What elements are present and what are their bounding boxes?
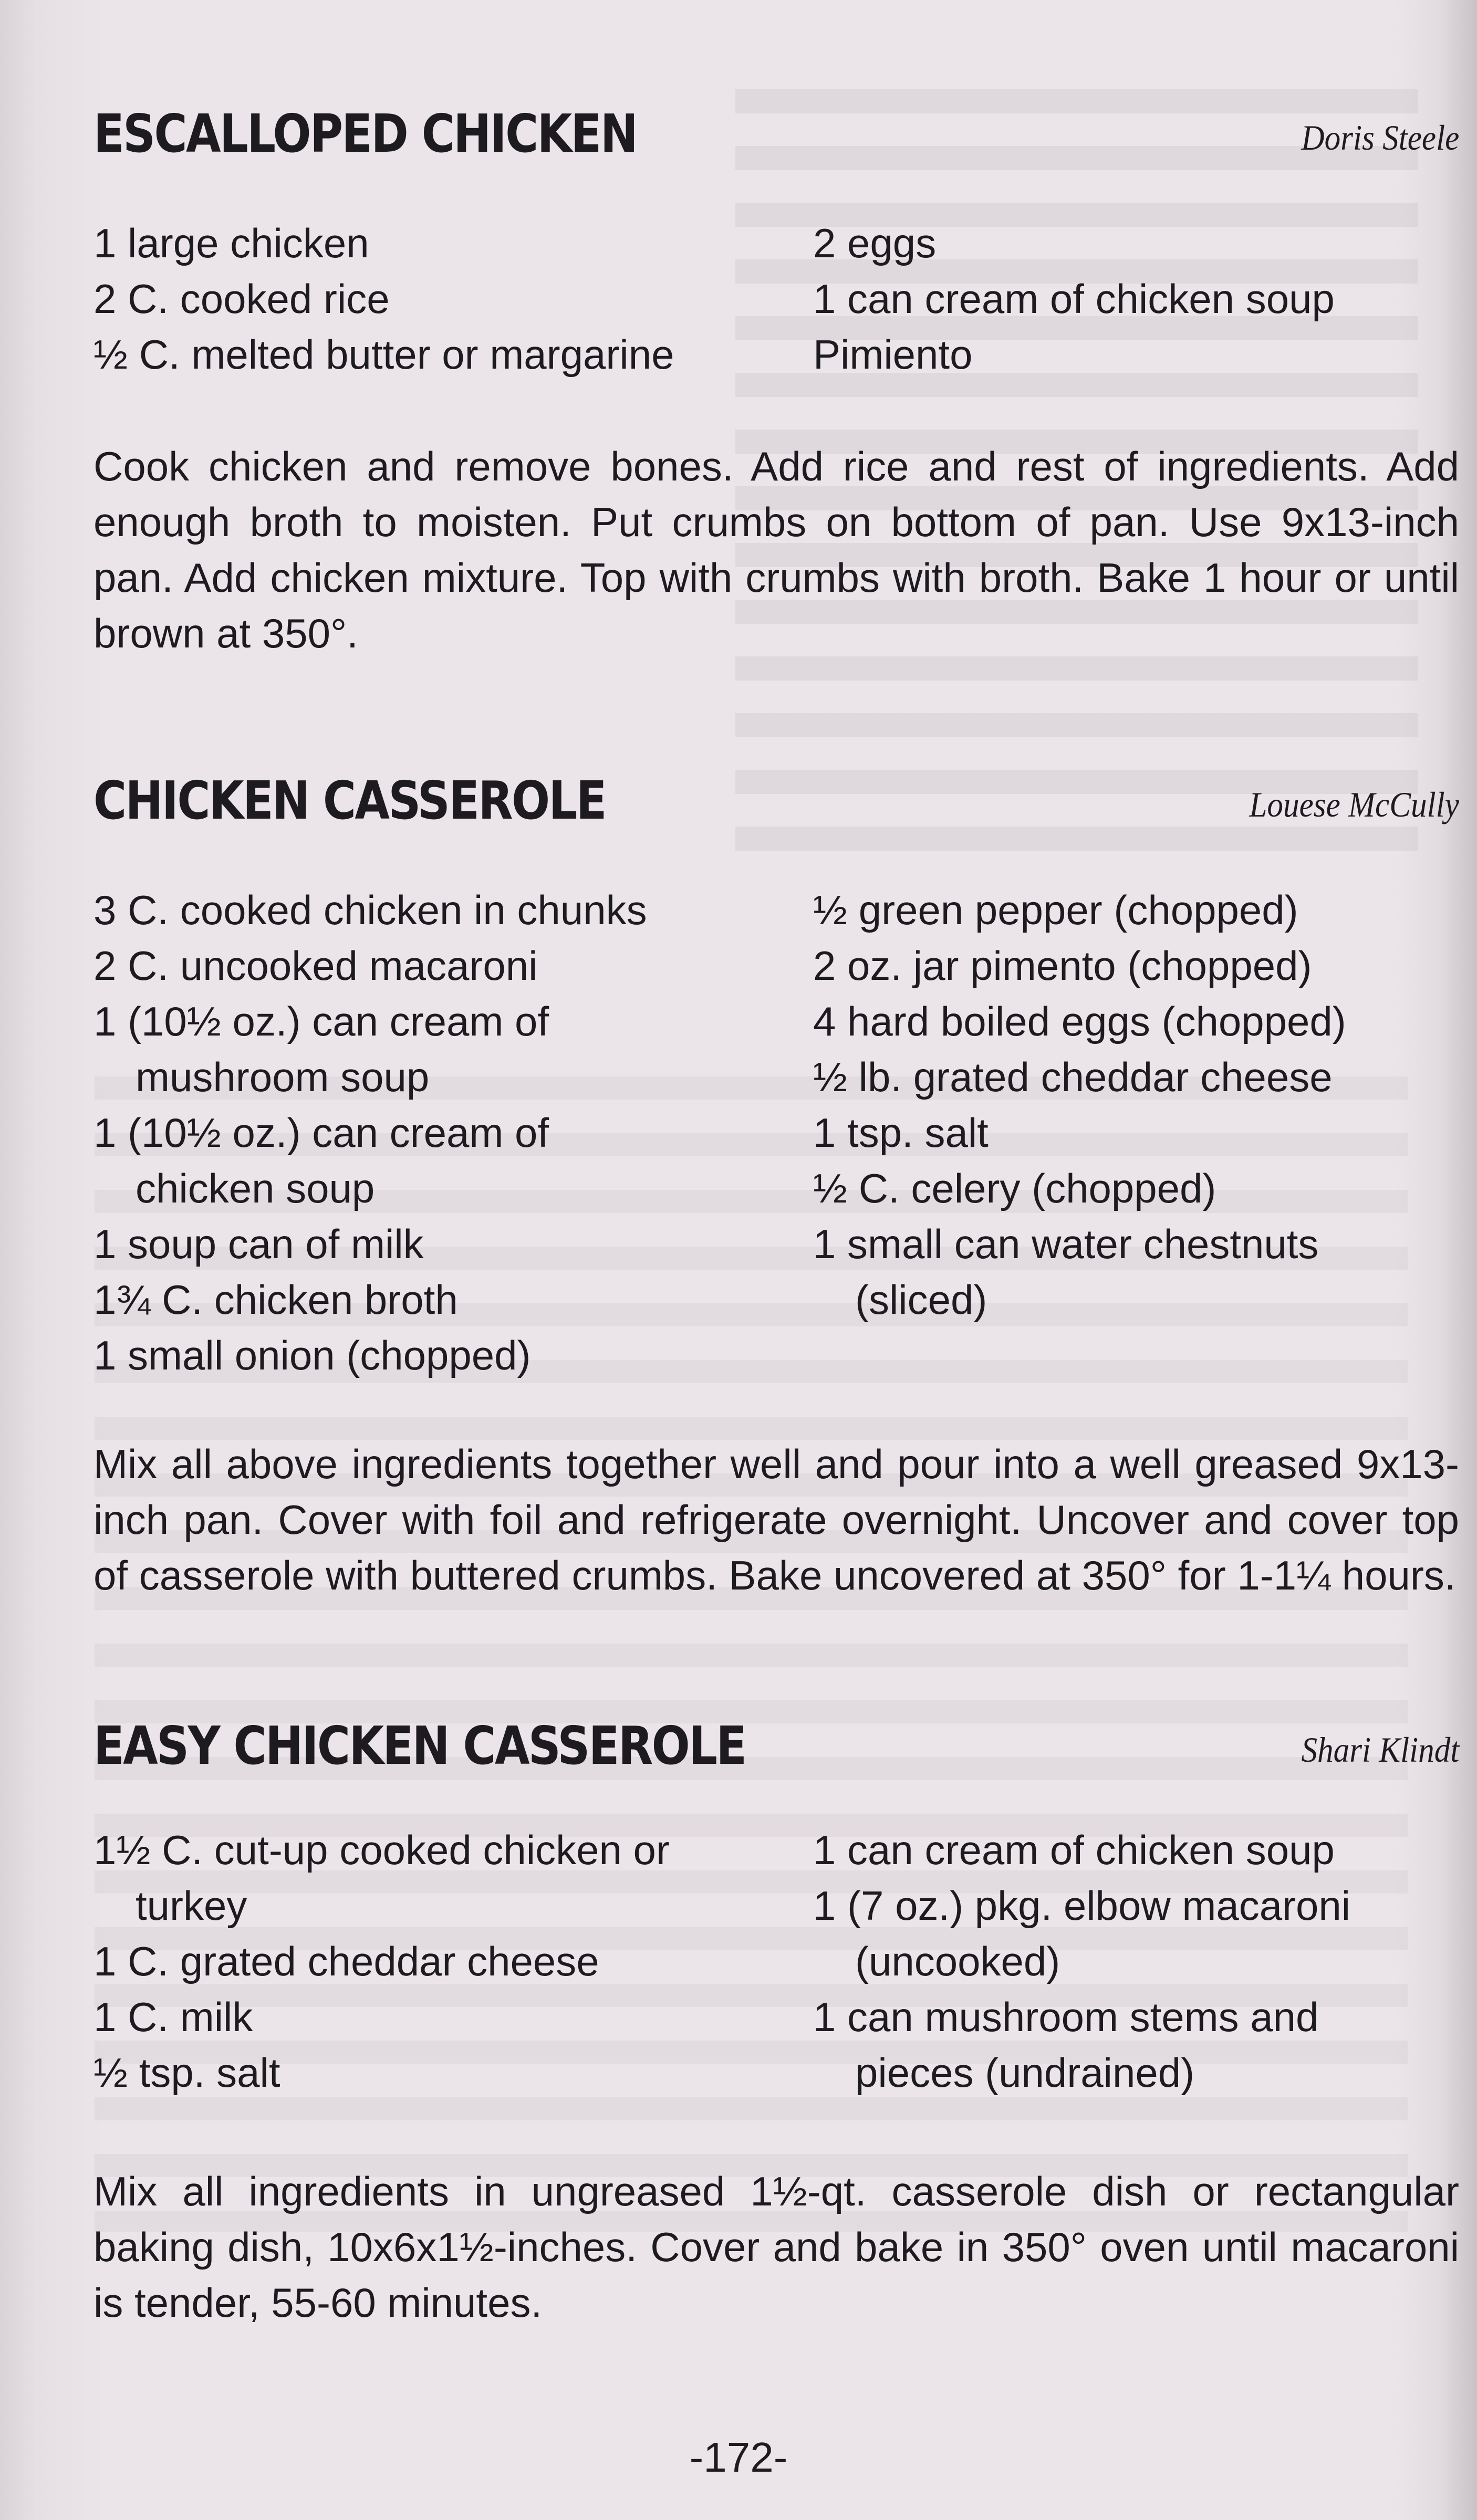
ingredient: ½ C. celery (chopped): [813, 1165, 1216, 1211]
recipe-author: Shari Klindt: [1301, 1730, 1459, 1770]
ingredient: 2 C. uncooked macaroni: [93, 943, 538, 989]
ingredient: 4 hard boiled eggs (chopped): [813, 998, 1346, 1044]
ingredients-left-column: [93, 882, 803, 1383]
recipe-author: Louese McCully: [1249, 785, 1459, 824]
ingredient: 2 C. cooked rice: [93, 276, 390, 322]
ingredient: Pimiento: [813, 331, 973, 378]
recipe-title: EASY CHICKEN CASSEROLE: [93, 1715, 746, 1776]
recipe-easy-chicken-casserole: [93, 1714, 1459, 2326]
recipe-chicken-casserole: [93, 769, 1459, 1609]
ingredient: 1 small can water chestnuts (sliced): [813, 1221, 1319, 1323]
ingredient: 3 C. cooked chicken in chunks: [93, 887, 647, 933]
recipe-title: CHICKEN CASSEROLE: [93, 770, 606, 831]
ingredient: 1½ C. cut-up cooked chicken or turkey: [93, 1827, 670, 1929]
ingredient: 1 (10½ oz.) can cream of chicken soup: [93, 1110, 549, 1211]
ingredient: ½ lb. grated cheddar cheese: [813, 1054, 1333, 1100]
ingredient: 1 C. milk: [93, 1994, 253, 2040]
ingredient: 2 oz. jar pimento (chopped): [813, 943, 1312, 989]
recipe-author: Doris Steele: [1301, 118, 1459, 158]
recipe-directions: Mix all above ingredients together well and pour into a well greased 9x13-inch pan. Cover with foil and refrigerate overnight. Uncover and cover top of casserole with buttered crumbs. Bake uncovered at 350° for 1-1¼ hours.: [93, 1441, 1459, 1598]
ingredient: 1 can cream of chicken soup: [813, 276, 1335, 322]
ingredient: ½ C. melted butter or margarine: [93, 331, 674, 378]
ingredient: 1 tsp. salt: [813, 1110, 989, 1156]
ingredient: 1 soup can of milk: [93, 1221, 424, 1267]
recipe-title: ESCALLOPED CHICKEN: [93, 103, 637, 164]
ingredients-right-column: [813, 1822, 1459, 2100]
ingredient: 1 C. grated cheddar cheese: [93, 1938, 599, 1984]
recipe-directions: Mix all ingredients in ungreased 1½-qt. casserole dish or rectangular baking dish, 10x6x1½-inches. Cover and bake in 350° oven until macaroni is tender, 55-60 minutes.: [93, 2168, 1459, 2326]
ingredient: 1 small onion (chopped): [93, 1332, 531, 1378]
ingredients-left-column: [93, 215, 803, 382]
recipe-directions: Cook chicken and remove bones. Add rice and rest of ingredients. Add enough broth to moisten. Put crumbs on bottom of pan. Use 9x13-inch pan. Add chicken mixture. Top with crumbs with broth. Bake 1 hour or until brown at 350°.: [93, 443, 1459, 656]
ingredient: ½ tsp. salt: [93, 2050, 280, 2096]
ingredient: 1 can mushroom stems and pieces (undrained): [813, 1994, 1319, 2096]
ingredient: 1 can cream of chicken soup: [813, 1827, 1335, 1873]
ingredient: 1 (7 oz.) pkg. elbow macaroni (uncooked): [813, 1883, 1351, 1984]
page-number: -172-: [689, 2434, 788, 2481]
ingredients-right-column: [813, 882, 1459, 1327]
ingredients-left-column: [93, 1822, 803, 2100]
ingredient: 1 (10½ oz.) can cream of mushroom soup: [93, 998, 549, 1100]
recipe-escalloped-chicken: [93, 102, 1459, 654]
ingredient: 2 eggs: [813, 220, 937, 266]
ingredient: 1 large chicken: [93, 220, 369, 266]
ingredients-right-column: [813, 215, 1459, 382]
ingredient: ½ green pepper (chopped): [813, 887, 1298, 933]
ingredient: 1¾ C. chicken broth: [93, 1277, 458, 1323]
